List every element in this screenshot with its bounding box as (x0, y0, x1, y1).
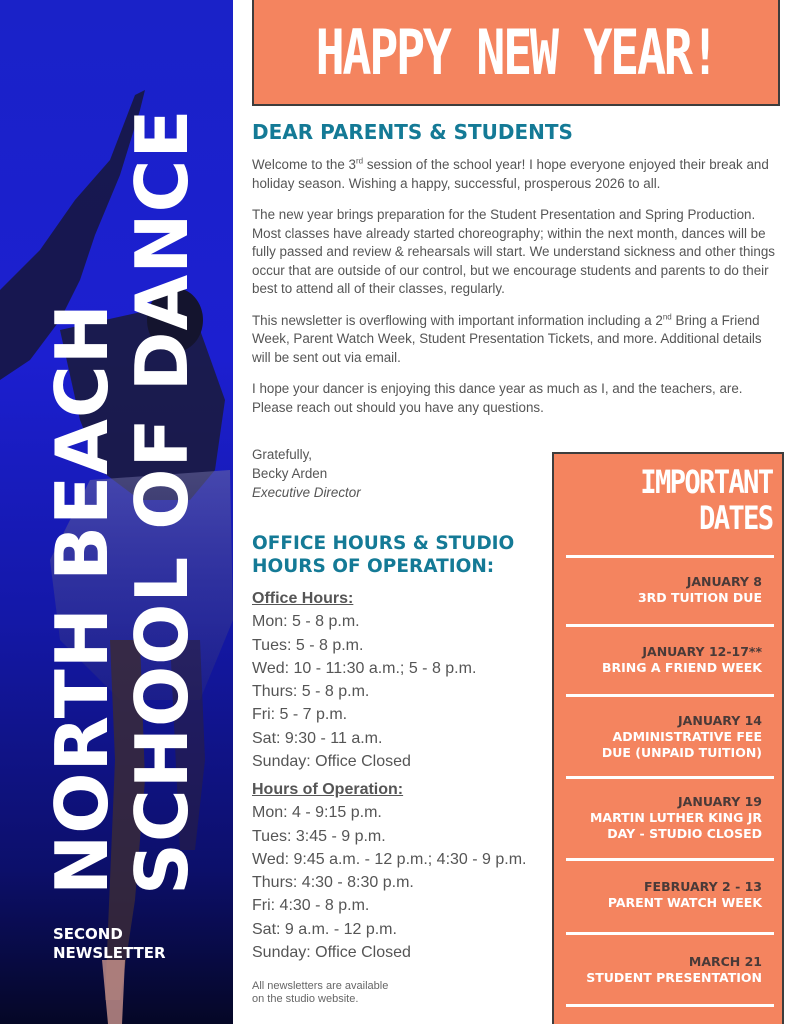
office-hours-row: Sunday: Office Closed (252, 753, 411, 771)
footnote (252, 980, 452, 1006)
operation-hours-row: Fri: 4:30 - 8 p.m. (252, 897, 370, 915)
important-dates-title (640, 464, 772, 536)
date-item (562, 794, 762, 842)
date-event: STUDENT PRESENTATION (586, 970, 762, 985)
office-hours-row: Sat: 9:30 - 11 a.m. (252, 729, 383, 747)
office-hours-row: Fri: 5 - 7 p.m. (252, 706, 348, 724)
date-divider (566, 932, 774, 935)
operation-hours-row: Tues: 3:45 - 9 p.m. (252, 827, 386, 845)
letter-paragraph-4: I hope your dancer is enjoying this dance year as much as I, and the teachers, are. Please reach out should you have any questions. (252, 381, 743, 415)
date-item (562, 713, 762, 761)
date-divider (566, 1004, 774, 1007)
dates-title-line2: DATES (698, 499, 772, 537)
important-dates-box (552, 452, 784, 1024)
school-name-line2: SCHOOL OF DANCE (120, 108, 204, 895)
office-hours (252, 587, 476, 773)
newsletter-edition (53, 925, 166, 963)
operation-hours-row: Sunday: Office Closed (252, 944, 411, 962)
letter-paragraph-3 (252, 312, 782, 368)
footnote-line2: on the studio website. (252, 993, 359, 1005)
letter-paragraph-2: The new year brings preparation for the Student Presentation and Spring Production. Most classes have already started choreography; within the next month, dances will be fully passed and review & rehearsals will start. We understand sickness and other things occur that are outside of our control, but we encourage students and parents to do their best to attend all of their classes, regularly. (252, 207, 775, 296)
signoff (252, 445, 361, 502)
date-divider (566, 555, 774, 558)
date-event: BRING A FRIEND WEEK (602, 660, 762, 675)
office-hours-row: Tues: 5 - 8 p.m. (252, 636, 364, 654)
signer-title: Executive Director (252, 485, 361, 500)
date-label: FEBRUARY 2 - 13 (644, 879, 762, 894)
office-hours-row: Wed: 10 - 11:30 a.m.; 5 - 8 p.m. (252, 659, 477, 677)
school-name (42, 35, 202, 895)
office-hours-label: Office Hours: (252, 590, 354, 607)
signer-name: Becky Arden (252, 466, 328, 481)
footnote-line1: All newsletters are available (252, 980, 389, 992)
operation-hours-label: Hours of Operation: (252, 781, 404, 798)
operation-hours-row: Mon: 4 - 9:15 p.m. (252, 804, 382, 822)
date-label: JANUARY 19 (678, 794, 762, 809)
p1-text-b: session of the school year! I hope everyone enjoyed their break and holiday season. Wishing a happy, successful, prosperous 2026 to all. (252, 157, 769, 191)
date-divider (566, 694, 774, 697)
p1-text-a: Welcome to the 3 (252, 157, 356, 172)
date-event-line2: DAY - STUDIO CLOSED (607, 826, 762, 841)
date-item (562, 954, 762, 986)
date-label: MARCH 21 (688, 954, 762, 969)
date-item (562, 644, 762, 676)
date-divider (566, 776, 774, 779)
date-event-line2: DUE (UNPAID TUITION) (601, 745, 762, 760)
p1-sup: rd (355, 156, 364, 166)
date-event: PARENT WATCH WEEK (607, 895, 762, 910)
newsletter-edition-line1: SECOND (53, 925, 123, 943)
date-event: ADMINISTRATIVE FEE (612, 729, 762, 744)
office-hours-row: Mon: 5 - 8 p.m. (252, 613, 360, 631)
hours-heading: OFFICE HOURS & STUDIO HOURS OF OPERATION: (252, 533, 515, 577)
letter-paragraph-1 (252, 156, 782, 193)
date-label: JANUARY 14 (678, 713, 762, 728)
operation-hours-row: Wed: 9:45 a.m. - 12 p.m.; 4:30 - 9 p.m. (252, 850, 527, 868)
letter-body (252, 156, 782, 430)
date-event: MARTIN LUTHER KING JR (589, 810, 762, 825)
school-name-line1: NORTH BEACH (40, 303, 124, 895)
date-divider (566, 624, 774, 627)
operation-hours-row: Thurs: 4:30 - 8:30 p.m. (252, 874, 414, 892)
p3-sup: nd (662, 312, 672, 322)
date-label: JANUARY 8 (686, 574, 762, 589)
operation-hours (252, 778, 527, 964)
banner-title: HAPPY NEW YEAR! (315, 15, 717, 89)
closing: Gratefully, (252, 447, 313, 462)
office-hours-row: Thurs: 5 - 8 p.m. (252, 683, 370, 701)
date-item (562, 574, 762, 606)
date-item (562, 879, 762, 911)
header-banner (252, 0, 780, 106)
dates-title-line1: IMPORTANT (639, 463, 772, 501)
date-divider (566, 858, 774, 861)
p3-text-b: Bring a Friend Week, Parent Watch Week, Student Presentation Tickets, and more. Additional details will be sent out via email. (252, 312, 762, 365)
date-label: JANUARY 12-17** (642, 644, 762, 659)
cover-photo-panel (0, 0, 233, 1024)
letter-heading: DEAR PARENTS & STUDENTS (252, 120, 573, 144)
p3-text-a: This newsletter is overflowing with important information including a 2 (252, 312, 663, 328)
date-event: 3RD TUITION DUE (637, 590, 762, 605)
operation-hours-row: Sat: 9 a.m. - 12 p.m. (252, 920, 397, 938)
newsletter-edition-line2: NEWSLETTER (53, 944, 166, 962)
